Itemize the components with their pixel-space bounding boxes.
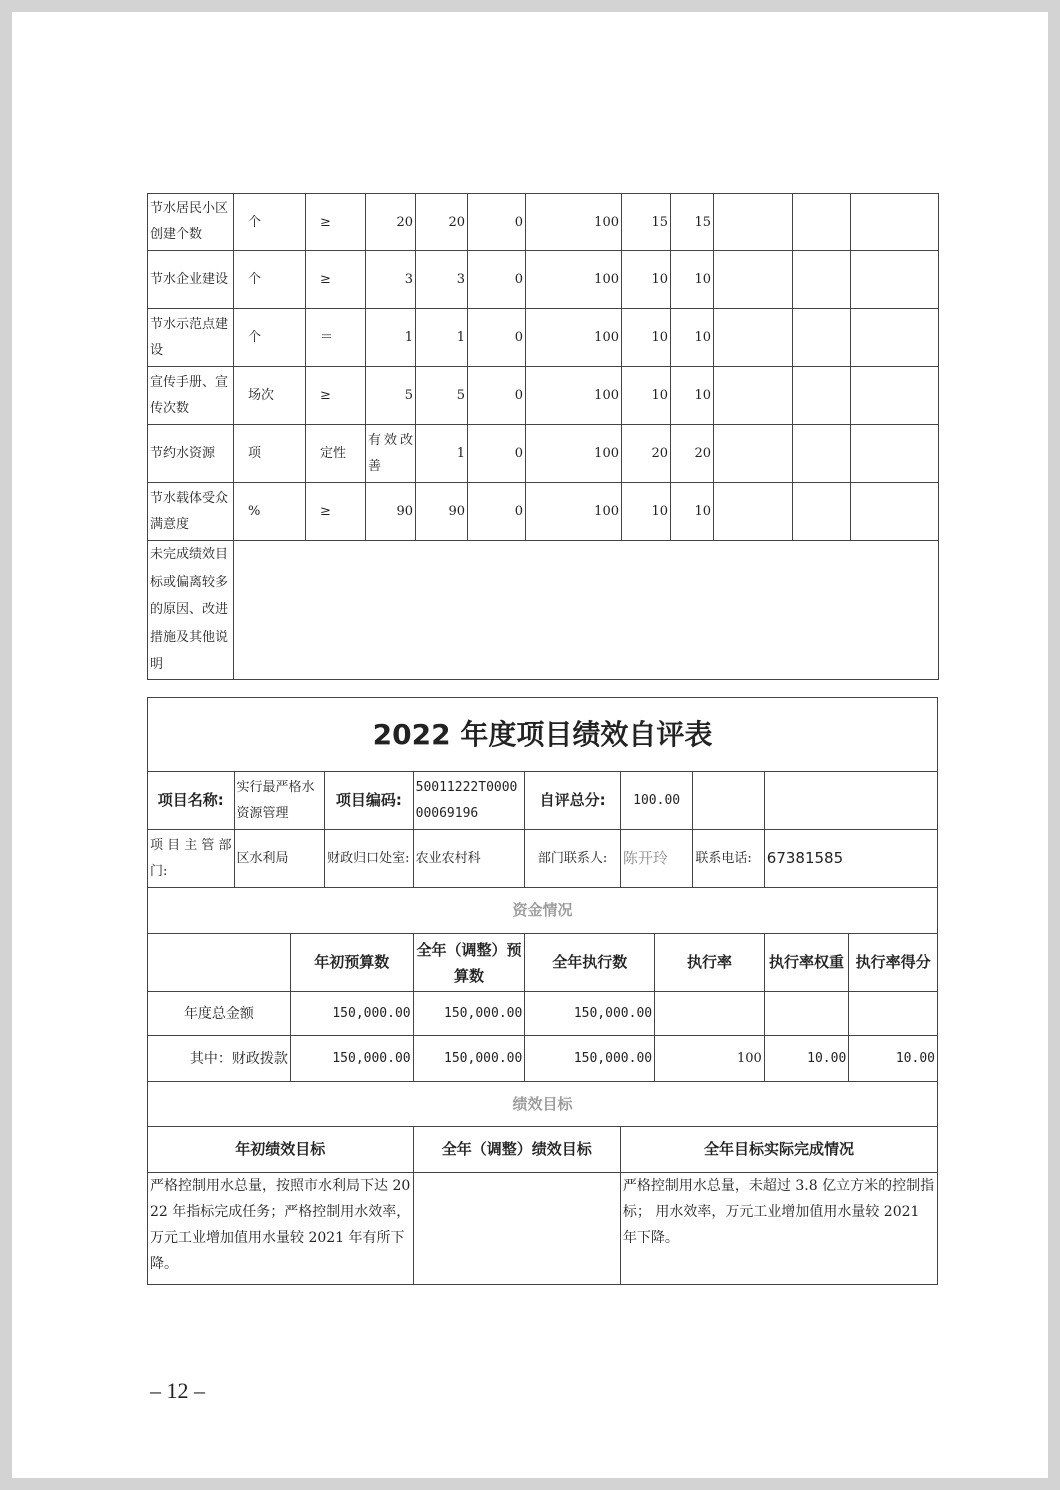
indicator-weight: 15 bbox=[622, 194, 671, 251]
indicator-deviation: 0 bbox=[468, 483, 526, 541]
goals-header-initial: 年初绩效目标 bbox=[148, 1127, 414, 1173]
indicator-operator: ≥ bbox=[306, 367, 366, 425]
project-name-label: 项目名称: bbox=[148, 772, 235, 830]
form-title: 2022 年度项目绩效自评表 bbox=[148, 698, 938, 772]
indicator-operator: ≥ bbox=[306, 194, 366, 251]
funds-row-rate: 100 bbox=[655, 1036, 765, 1082]
funds-header-weight: 执行率权重 bbox=[764, 934, 849, 992]
indicator-name: 节水载体受众满意度 bbox=[148, 483, 234, 541]
funds-row-budget: 150,000.00 bbox=[290, 992, 413, 1036]
phone-value: 67381585 bbox=[764, 830, 937, 888]
indicator-weight: 10 bbox=[622, 483, 671, 541]
goals-section-heading: 绩效目标 bbox=[148, 1082, 938, 1127]
total-score-value: 100.00 bbox=[620, 772, 692, 830]
blank-cell bbox=[764, 772, 937, 830]
funds-header-score: 执行率得分 bbox=[849, 934, 938, 992]
funds-row-label: 年度总金额 bbox=[148, 992, 291, 1036]
indicator-unit: 个 bbox=[234, 309, 306, 367]
indicator-row bbox=[148, 194, 939, 251]
finance-value: 农业农村科 bbox=[413, 830, 525, 888]
goals-header-actual: 全年目标实际完成情况 bbox=[620, 1127, 937, 1173]
blank-cell bbox=[851, 194, 939, 251]
indicator-rate: 100 bbox=[526, 309, 622, 367]
blank-cell bbox=[793, 309, 851, 367]
indicator-target: 1 bbox=[366, 309, 416, 367]
indicator-name: 节水示范点建设 bbox=[148, 309, 234, 367]
indicator-operator: 定性 bbox=[306, 425, 366, 483]
indicator-target: 有效改善 bbox=[366, 425, 416, 483]
indicator-deviation: 0 bbox=[468, 251, 526, 309]
indicator-name: 节水企业建设 bbox=[148, 251, 234, 309]
blank-cell bbox=[693, 772, 764, 830]
finance-label: 财政归口处室: bbox=[325, 830, 414, 888]
indicator-actual: 5 bbox=[416, 367, 468, 425]
indicator-target: 90 bbox=[366, 483, 416, 541]
project-code-value: 50011222T000000069196 bbox=[413, 772, 525, 830]
indicator-name: 宣传手册、宣传次数 bbox=[148, 367, 234, 425]
blank-cell bbox=[851, 309, 939, 367]
funds-row-score: 10.00 bbox=[849, 1036, 938, 1082]
blank-cell bbox=[793, 194, 851, 251]
indicator-actual: 1 bbox=[416, 425, 468, 483]
indicator-score: 15 bbox=[671, 194, 714, 251]
indicator-deviation: 0 bbox=[468, 309, 526, 367]
indicator-rate: 100 bbox=[526, 251, 622, 309]
blank-cell bbox=[851, 483, 939, 541]
contact-label: 部门联系人: bbox=[525, 830, 621, 888]
unfinished-content bbox=[234, 541, 939, 680]
goals-adjusted-text bbox=[413, 1173, 620, 1285]
dept-value: 区水利局 bbox=[234, 830, 325, 888]
indicator-unit: 个 bbox=[234, 251, 306, 309]
indicator-score: 10 bbox=[671, 309, 714, 367]
funds-section-heading: 资金情况 bbox=[148, 888, 938, 934]
funds-header-blank bbox=[148, 934, 291, 992]
indicator-operator: ≥ bbox=[306, 483, 366, 541]
funds-row-adjusted: 150,000.00 bbox=[413, 992, 525, 1036]
funds-header-adjusted: 全年（调整）预算数 bbox=[413, 934, 525, 992]
funds-row-weight bbox=[764, 992, 849, 1036]
indicator-name: 节水居民小区创建个数 bbox=[148, 194, 234, 251]
indicator-deviation: 0 bbox=[468, 194, 526, 251]
funds-row-rate bbox=[655, 992, 765, 1036]
indicator-unit: 个 bbox=[234, 194, 306, 251]
indicator-unit: 项 bbox=[234, 425, 306, 483]
funds-row-budget: 150,000.00 bbox=[290, 1036, 413, 1082]
indicator-rate: 100 bbox=[526, 194, 622, 251]
blank-cell bbox=[793, 483, 851, 541]
blank-cell bbox=[714, 194, 793, 251]
indicator-unit: 场次 bbox=[234, 367, 306, 425]
blank-cell bbox=[714, 309, 793, 367]
indicator-rate: 100 bbox=[526, 425, 622, 483]
total-score-label: 自评总分: bbox=[525, 772, 621, 830]
self-evaluation-form bbox=[147, 697, 938, 1285]
funds-row-adjusted: 150,000.00 bbox=[413, 1036, 525, 1082]
indicator-rate: 100 bbox=[526, 483, 622, 541]
indicator-actual: 20 bbox=[416, 194, 468, 251]
indicator-score: 20 bbox=[671, 425, 714, 483]
indicator-target: 5 bbox=[366, 367, 416, 425]
indicator-score: 10 bbox=[671, 483, 714, 541]
blank-cell bbox=[714, 483, 793, 541]
unfinished-label: 未完成绩效目标或偏离较多的原因、改进措施及其他说明 bbox=[148, 541, 234, 680]
funds-header-rate: 执行率 bbox=[655, 934, 765, 992]
page-number: – 12 – bbox=[150, 1378, 205, 1403]
indicator-row bbox=[148, 483, 939, 541]
unfinished-row bbox=[148, 541, 939, 680]
blank-cell bbox=[714, 425, 793, 483]
indicator-table bbox=[147, 193, 939, 680]
blank-cell bbox=[851, 251, 939, 309]
phone-label: 联系电话: bbox=[693, 830, 764, 888]
indicator-operator: ≥ bbox=[306, 251, 366, 309]
funds-row-score bbox=[849, 992, 938, 1036]
blank-cell bbox=[793, 367, 851, 425]
goals-header-adjusted: 全年（调整）绩效目标 bbox=[413, 1127, 620, 1173]
goals-actual-text: 严格控制用水总量，未超过 3.8 亿立方米的控制指标； 用水效率，万元工业增加值用水量较 2021 年下降。 bbox=[620, 1173, 937, 1285]
funds-row-weight: 10.00 bbox=[764, 1036, 849, 1082]
blank-cell bbox=[793, 425, 851, 483]
indicator-unit: % bbox=[234, 483, 306, 541]
indicator-deviation: 0 bbox=[468, 367, 526, 425]
contact-value: 陈开玲 bbox=[620, 830, 692, 888]
indicator-target: 20 bbox=[366, 194, 416, 251]
indicator-actual: 90 bbox=[416, 483, 468, 541]
indicator-deviation: 0 bbox=[468, 425, 526, 483]
blank-cell bbox=[793, 251, 851, 309]
indicator-target: 3 bbox=[366, 251, 416, 309]
project-name-value: 实行最严格水资源管理 bbox=[234, 772, 325, 830]
indicator-weight: 10 bbox=[622, 367, 671, 425]
indicator-score: 10 bbox=[671, 367, 714, 425]
indicator-score: 10 bbox=[671, 251, 714, 309]
indicator-weight: 10 bbox=[622, 309, 671, 367]
project-code-label: 项目编码: bbox=[325, 772, 414, 830]
indicator-weight: 10 bbox=[622, 251, 671, 309]
indicator-row bbox=[148, 425, 939, 483]
funds-row-executed: 150,000.00 bbox=[525, 992, 655, 1036]
funds-row-executed: 150,000.00 bbox=[525, 1036, 655, 1082]
blank-cell bbox=[851, 425, 939, 483]
indicator-row bbox=[148, 309, 939, 367]
funds-header-executed: 全年执行数 bbox=[525, 934, 655, 992]
indicator-operator: ＝ bbox=[306, 309, 366, 367]
indicator-actual: 3 bbox=[416, 251, 468, 309]
indicator-row bbox=[148, 251, 939, 309]
indicator-rate: 100 bbox=[526, 367, 622, 425]
funds-row-label: 其中：财政拨款 bbox=[148, 1036, 291, 1082]
blank-cell bbox=[851, 367, 939, 425]
indicator-row bbox=[148, 367, 939, 425]
blank-cell bbox=[714, 367, 793, 425]
indicator-actual: 1 bbox=[416, 309, 468, 367]
indicator-weight: 20 bbox=[622, 425, 671, 483]
dept-label: 项 目 主 管 部门: bbox=[148, 830, 235, 888]
indicator-name: 节约水资源 bbox=[148, 425, 234, 483]
goals-initial-text: 严格控制用水总量，按照市水利局下达 2022 年指标完成任务；严格控制用水效率，万元工业增加值用水量较 2021 年有所下降。 bbox=[148, 1173, 414, 1285]
blank-cell bbox=[714, 251, 793, 309]
funds-header-budget: 年初预算数 bbox=[290, 934, 413, 992]
